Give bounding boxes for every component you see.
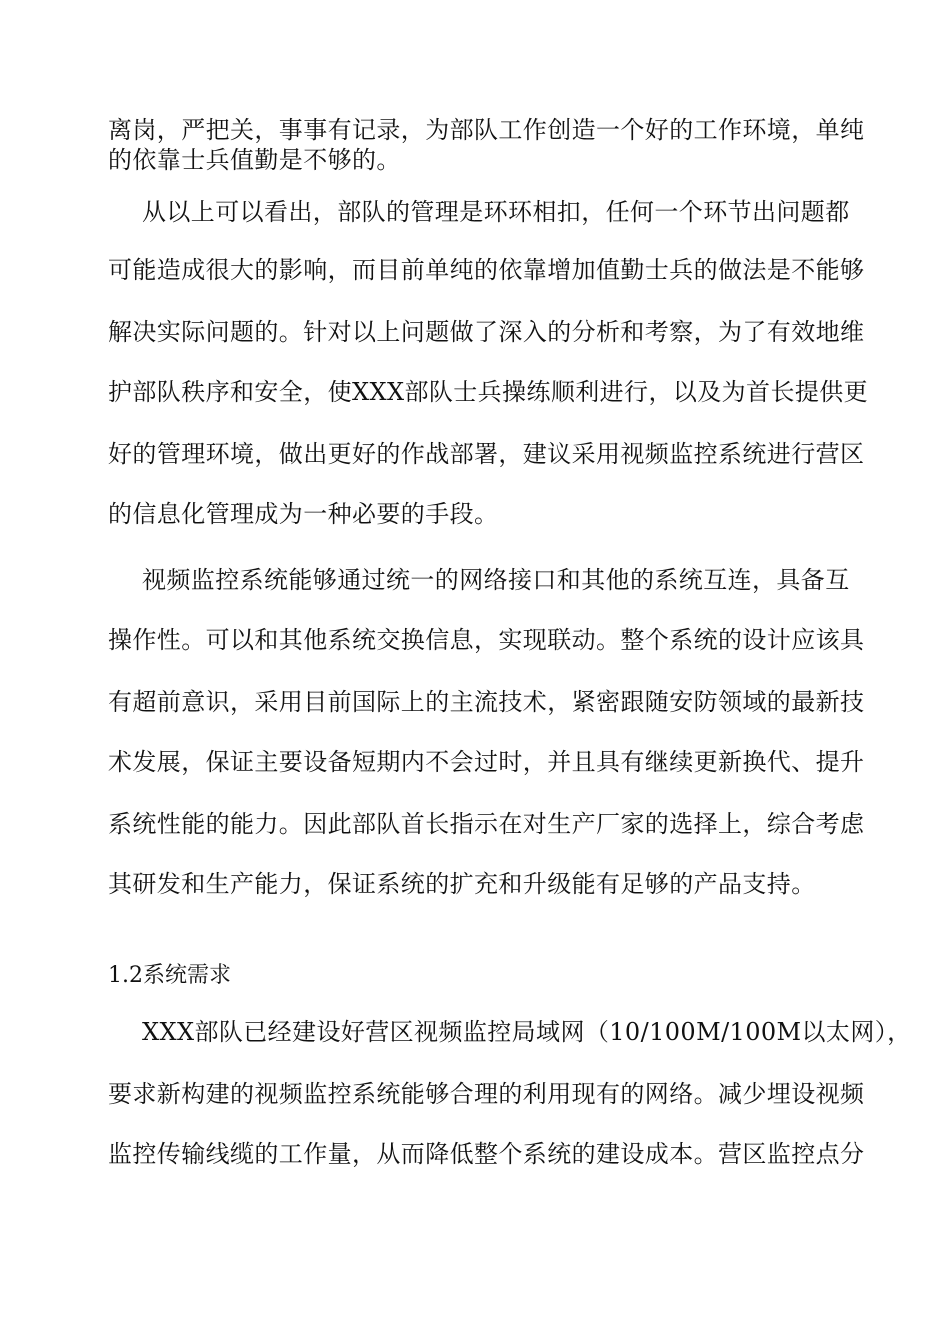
paragraph-2-line-2: 可能造成很大的影响，而目前单纯的依靠增加值勤士兵的做法是不能够 xyxy=(108,256,865,284)
paragraph-2-line-5: 好的管理环境，做出更好的作战部署，建议采用视频监控系统进行营区 xyxy=(108,440,865,468)
paragraph-4-line-1: XXX部队已经建设好营区视频监控局域网（10/100M/100M以太网）， xyxy=(142,1018,912,1046)
paragraph-1-line-1: 离岗，严把关，事事有记录，为部队工作创造一个好的工作环境，单纯 xyxy=(108,116,865,144)
paragraph-3-line-3: 有超前意识，采用目前国际上的主流技术，紧密跟随安防领域的最新技 xyxy=(108,688,865,716)
paragraph-3-line-1: 视频监控系统能够通过统一的网络接口和其他的系统互连，具备互 xyxy=(142,566,850,594)
paragraph-3-line-6: 其研发和生产能力，保证系统的扩充和升级能有足够的产品支持。 xyxy=(108,870,816,898)
paragraph-3-line-2: 操作性。可以和其他系统交换信息，实现联动。整个系统的设计应该具 xyxy=(108,626,865,654)
section-heading: 1.2系统需求 xyxy=(108,963,231,988)
paragraph-3-line-5: 系统性能的能力。因此部队首长指示在对生产厂家的选择上，综合考虑 xyxy=(108,810,865,838)
paragraph-2-line-6: 的信息化管理成为一种必要的手段。 xyxy=(108,500,499,528)
paragraph-4-line-3: 监控传输线缆的工作量，从而降低整个系统的建设成本。营区监控点分 xyxy=(108,1140,865,1168)
paragraph-4-line-2: 要求新构建的视频监控系统能够合理的利用现有的网络。减少埋设视频 xyxy=(108,1080,865,1108)
paragraph-2-line-1: 从以上可以看出，部队的管理是环环相扣，任何一个环节出问题都 xyxy=(142,198,850,226)
paragraph-2-line-3: 解决实际问题的。针对以上问题做了深入的分析和考察，为了有效地维 xyxy=(108,318,865,346)
paragraph-2-line-4: 护部队秩序和安全，使XXX部队士兵操练顺利进行，以及为首长提供更 xyxy=(108,378,869,406)
paragraph-3-line-4: 术发展，保证主要设备短期内不会过时，并且具有继续更新换代、提升 xyxy=(108,748,865,776)
paragraph-1-line-2: 的依靠士兵值勤是不够的。 xyxy=(108,146,401,174)
